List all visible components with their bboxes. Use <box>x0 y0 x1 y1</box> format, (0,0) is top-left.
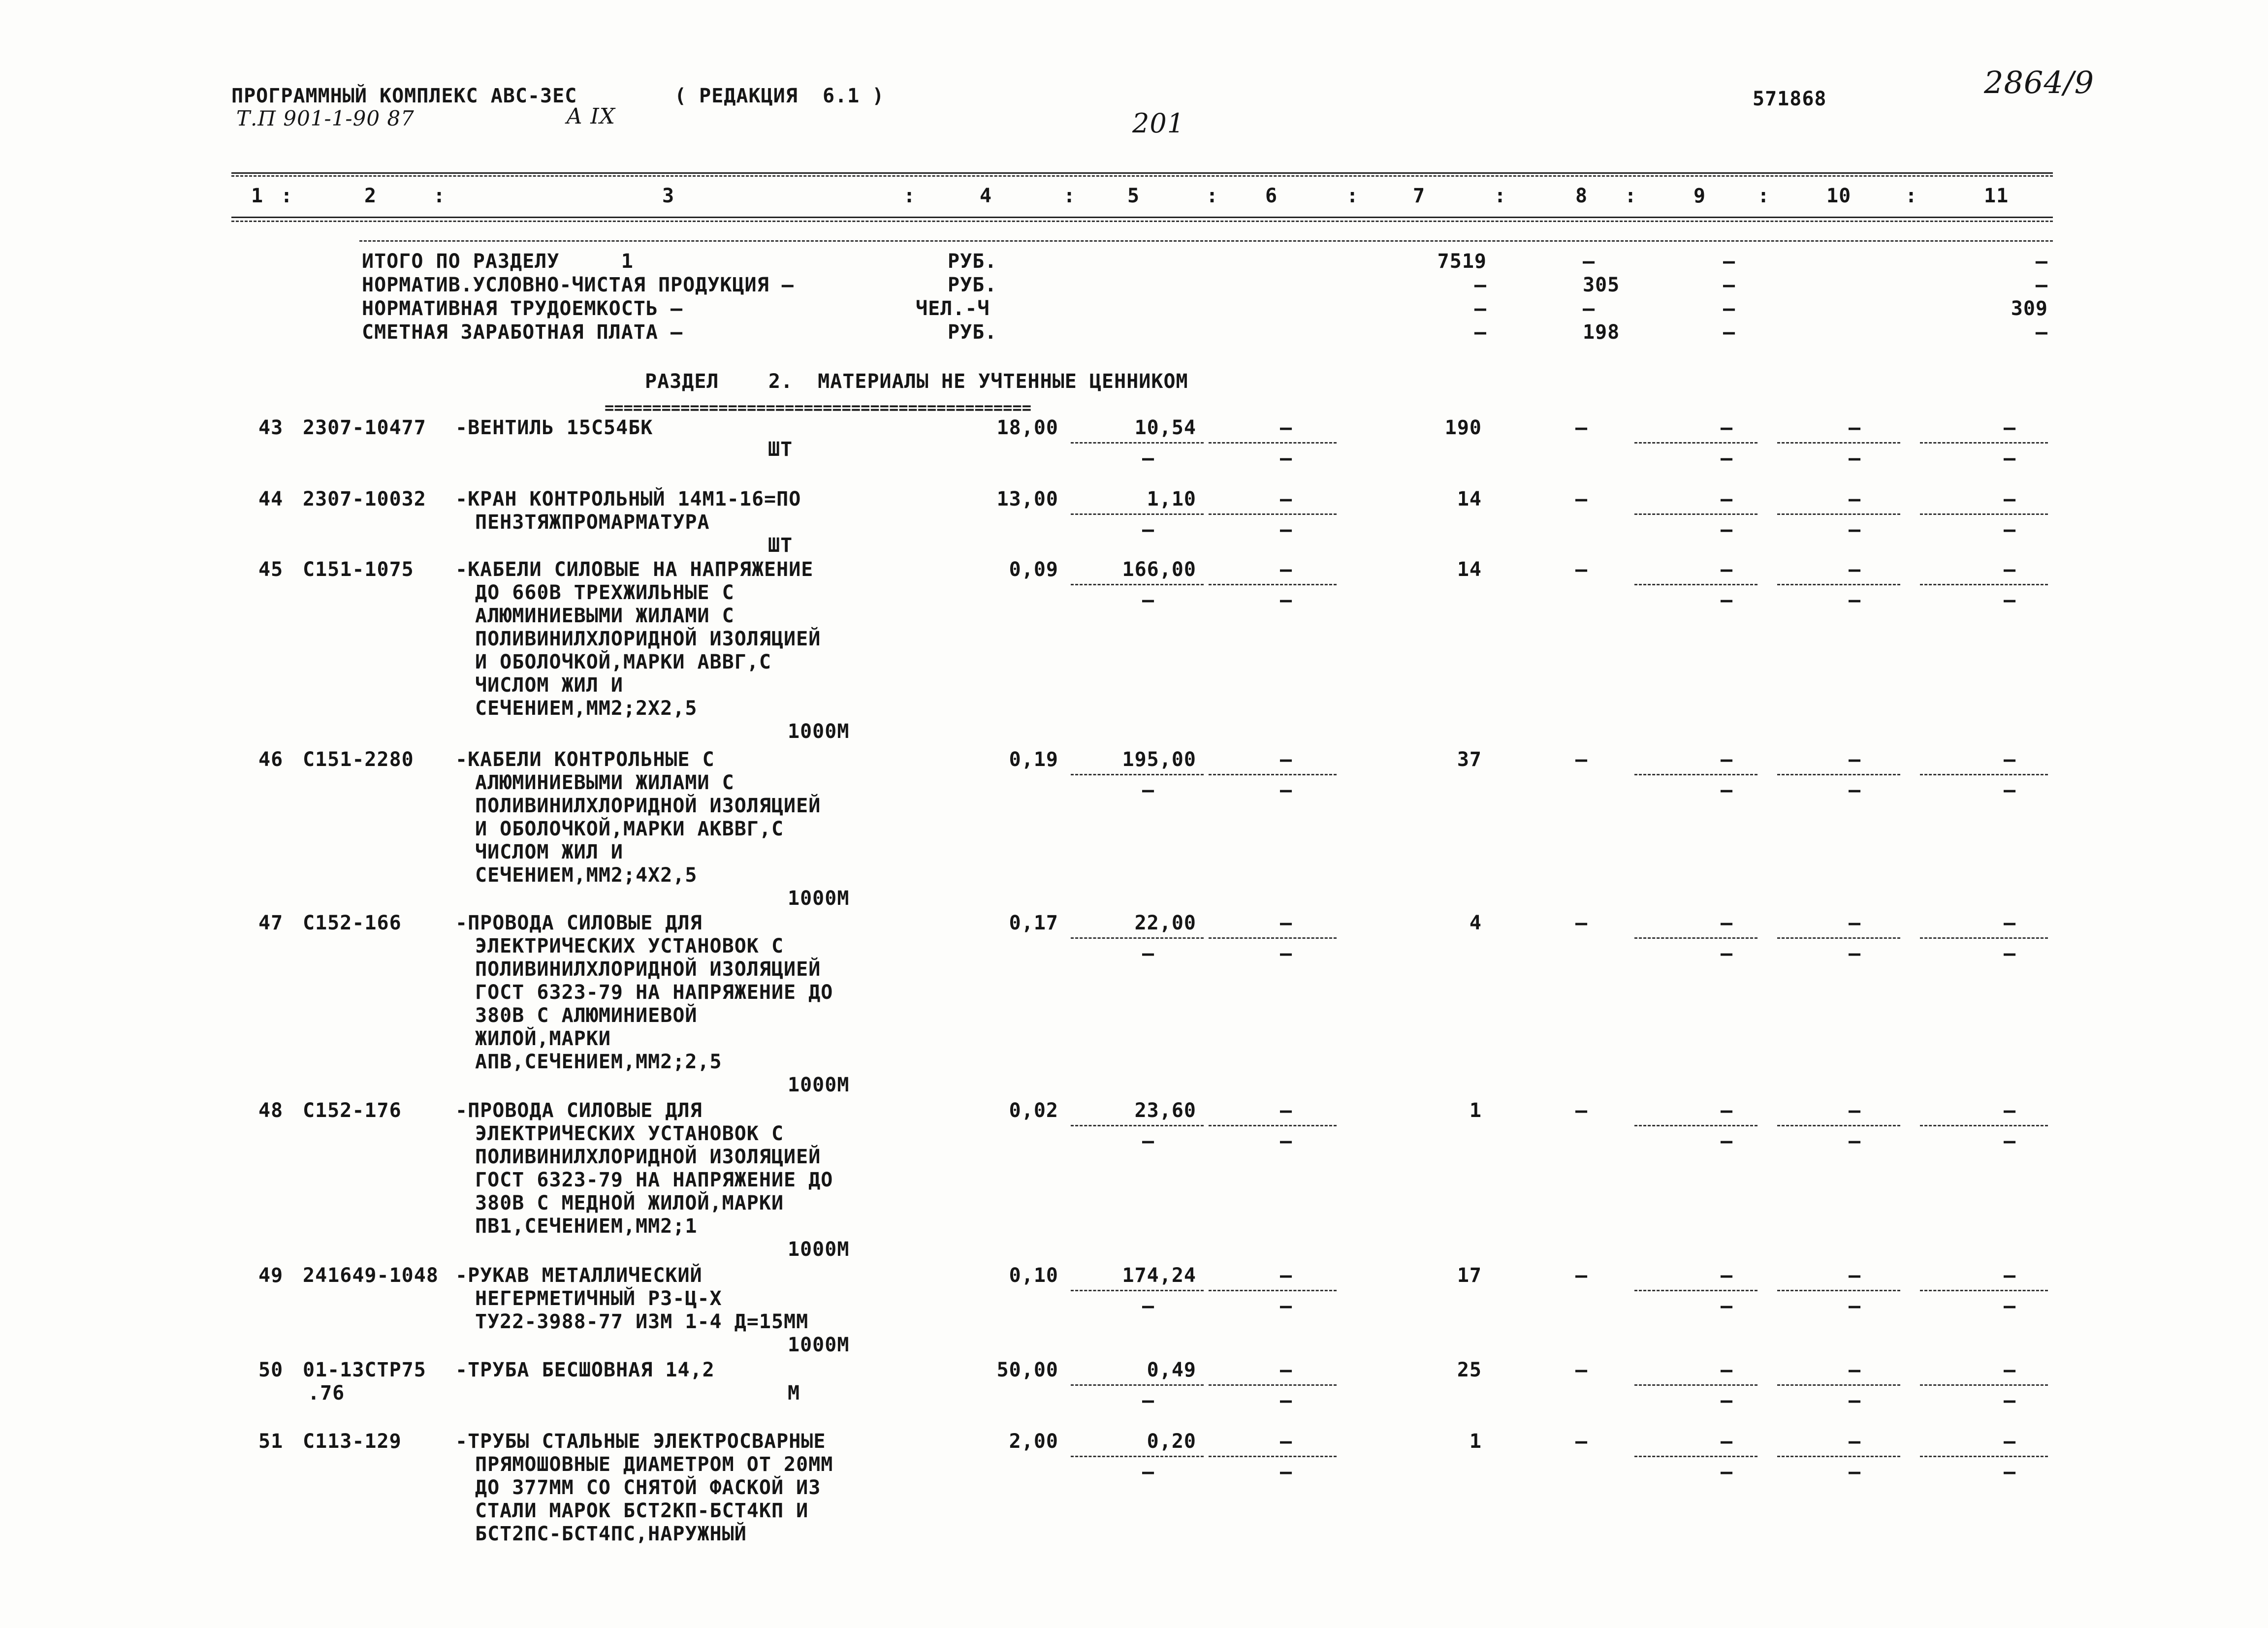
row-price: 10,54 <box>1134 416 1196 439</box>
row-underline-right <box>1634 513 1757 515</box>
row-subdash: – <box>1721 1130 1733 1152</box>
row-description: ЭЛЕКТРИЧЕСКИХ УСТАНОВОК С <box>475 935 784 958</box>
row-subdash: – <box>2004 589 2016 611</box>
column-separator: : <box>1206 185 1219 207</box>
row-col7: 14 <box>1457 558 1482 581</box>
column-separator: : <box>1346 185 1359 207</box>
column-separator: : <box>1063 185 1076 207</box>
row-code: С152-176 <box>303 1099 402 1122</box>
row-subdash: – <box>1849 1389 1861 1412</box>
summary-col8: 198 <box>1583 321 1620 344</box>
row-underline <box>1071 442 1204 444</box>
row-description: -КРАН КОНТРОЛЬНЫЙ 14М1-16=ПО <box>455 488 801 511</box>
program-title: ПРОГРАММНЫЙ КОМПЛЕКС АВС-3ЕС <box>231 85 577 107</box>
row-description: -ТРУБЫ СТАЛЬНЫЕ ЭЛЕКТРОСВАРНЫЕ <box>455 1430 826 1453</box>
row-underline-right <box>1777 937 1900 939</box>
row-col9: – <box>1721 558 1733 581</box>
row-description: ТУ22-3988-77 ИЗМ 1-4 Д=15ММ <box>475 1310 809 1333</box>
row-subdash: – <box>1280 518 1293 541</box>
row-price: 166,00 <box>1122 558 1196 581</box>
row-description: СТАЛИ МАРОК БСТ2КП-БСТ4КП И <box>475 1500 809 1522</box>
summary-col9: – <box>1723 250 1736 273</box>
row-description: -ПРОВОДА СИЛОВЫЕ ДЛЯ <box>455 1099 703 1122</box>
row-col6: – <box>1280 488 1293 511</box>
summary-label: ИТОГО ПО РАЗДЕЛУ 1 <box>362 250 634 273</box>
row-col7: 1 <box>1469 1430 1482 1453</box>
row-number: 51 <box>258 1430 284 1453</box>
row-price: 0,49 <box>1147 1359 1196 1381</box>
row-underline <box>1071 1125 1204 1126</box>
row-col10: – <box>1849 1099 1861 1122</box>
row-col11: – <box>2004 1264 2016 1287</box>
edition: ( РЕДАКЦИЯ 6.1 ) <box>674 85 885 107</box>
row-code: С151-1075 <box>303 558 414 581</box>
row-underline-right <box>1634 442 1757 444</box>
row-col11: – <box>2004 1359 2016 1381</box>
row-subdash: – <box>1721 518 1733 541</box>
row-col7: 17 <box>1457 1264 1482 1287</box>
row-col9: – <box>1721 1430 1733 1453</box>
row-underline-right <box>1777 1384 1900 1386</box>
row-subdash: – <box>1142 1130 1155 1152</box>
summary-col7: – <box>1474 297 1487 320</box>
row-number: 49 <box>258 1264 284 1287</box>
row-description: -ПРОВОДА СИЛОВЫЕ ДЛЯ <box>455 912 703 934</box>
row-underline-right <box>1777 1290 1900 1291</box>
row-subdash: – <box>1721 447 1733 470</box>
row-code-cont: .76 <box>308 1382 345 1405</box>
row-col7: 4 <box>1469 912 1482 934</box>
row-number: 44 <box>258 488 284 511</box>
summary-col11: – <box>2035 250 2048 273</box>
row-code: 01-13СТР75 <box>303 1359 426 1381</box>
handwritten-page-number: 201 <box>1132 108 1185 139</box>
row-underline <box>1209 774 1337 775</box>
row-subdash: – <box>1721 779 1733 801</box>
summary-label: СМЕТНАЯ ЗАРАБОТНАЯ ПЛАТА – <box>362 321 683 344</box>
row-col6: – <box>1280 1430 1293 1453</box>
summary-unit: РУБ. <box>948 250 997 273</box>
row-underline <box>1209 1456 1337 1457</box>
row-col11: – <box>2004 1099 2016 1122</box>
row-quantity: 0,02 <box>1009 1099 1058 1122</box>
column-separator: : <box>1625 185 1637 207</box>
row-description: ПОЛИВИНИЛХЛОРИДНОЙ ИЗОЛЯЦИЕЙ <box>475 628 821 650</box>
summary-col8: – <box>1583 250 1596 273</box>
row-subdash: – <box>1280 1130 1293 1152</box>
row-description: -ВЕНТИЛЬ 15С54БК <box>455 416 653 439</box>
row-description: -ТРУБА БЕСШОВНАЯ 14,2 <box>455 1359 715 1381</box>
row-subdash: – <box>1142 942 1155 965</box>
row-col7: 190 <box>1444 416 1482 439</box>
column-number-4: 4 <box>980 185 992 207</box>
column-separator: : <box>1494 185 1507 207</box>
row-description: ПВ1,СЕЧЕНИЕМ,ММ2;1 <box>475 1215 698 1238</box>
summary-col7: – <box>1474 274 1487 296</box>
row-subdash: – <box>1142 447 1155 470</box>
row-subdash: – <box>1280 1389 1293 1412</box>
summary-unit: ЧЕЛ.-Ч <box>916 297 990 320</box>
row-underline <box>1071 513 1204 515</box>
row-description: 380В С АЛЮМИНИЕВОЙ <box>475 1004 698 1027</box>
row-subdash: – <box>2004 1389 2016 1412</box>
row-col11: – <box>2004 1430 2016 1453</box>
row-description: СЕЧЕНИЕМ,ММ2;2Х2,5 <box>475 697 698 720</box>
row-price: 22,00 <box>1134 912 1196 934</box>
row-unit: 1000М <box>788 1238 850 1261</box>
row-underline-right <box>1920 442 2048 444</box>
column-separator: : <box>1757 185 1770 207</box>
summary-col11: 309 <box>2011 297 2048 320</box>
row-description: АЛЮМИНИЕВЫМИ ЖИЛАМИ С <box>475 771 735 794</box>
row-underline-right <box>1920 1125 2048 1126</box>
row-col10: – <box>1849 488 1861 511</box>
summary-unit: РУБ. <box>948 321 997 344</box>
row-underline-right <box>1634 1125 1757 1126</box>
summary-col8: 305 <box>1583 274 1620 296</box>
row-col11: – <box>2004 488 2016 511</box>
row-code: 2307-10032 <box>303 488 426 511</box>
row-code: С152-166 <box>303 912 402 934</box>
row-subdash: – <box>1280 589 1293 611</box>
row-col9: – <box>1721 912 1733 934</box>
section-title: РАЗДЕЛ 2. МАТЕРИАЛЫ НЕ УЧТЕННЫЕ ЦЕННИКОМ <box>645 370 1188 393</box>
summary-col11: – <box>2035 321 2048 344</box>
row-quantity: 18,00 <box>996 416 1058 439</box>
row-quantity: 0,19 <box>1009 748 1058 771</box>
row-underline-right <box>1777 442 1900 444</box>
row-unit: 1000М <box>788 1074 850 1096</box>
row-underline-right <box>1920 1290 2048 1291</box>
row-col7: 14 <box>1457 488 1482 511</box>
row-subdash: – <box>1849 1461 1861 1483</box>
row-subdash: – <box>1849 447 1861 470</box>
summary-col9: – <box>1723 297 1736 320</box>
row-col11: – <box>2004 748 2016 771</box>
row-underline-right <box>1777 1456 1900 1457</box>
row-code: 241649-1048 <box>303 1264 439 1287</box>
row-number: 50 <box>258 1359 284 1381</box>
row-col7: 1 <box>1469 1099 1482 1122</box>
row-subdash: – <box>1721 942 1733 965</box>
row-underline-right <box>1920 937 2048 939</box>
row-underline-right <box>1634 937 1757 939</box>
row-description: ЧИСЛОМ ЖИЛ И <box>475 841 623 863</box>
handwritten-album: А IX <box>566 104 616 129</box>
column-separator: : <box>1905 185 1918 207</box>
row-subdash: – <box>1280 779 1293 801</box>
row-description: НЕГЕРМЕТИЧНЫЙ РЗ-Ц-Х <box>475 1287 722 1310</box>
row-col10: – <box>1849 912 1861 934</box>
row-col8: – <box>1575 1430 1588 1453</box>
row-subdash: – <box>1849 942 1861 965</box>
row-description: ГОСТ 6323-79 НА НАПРЯЖЕНИЕ ДО <box>475 1169 833 1191</box>
row-unit: 1000М <box>788 887 850 910</box>
header-rule-top-dash <box>231 175 2053 177</box>
row-description: -КАБЕЛИ КОНТРОЛЬНЫЕ С <box>455 748 715 771</box>
row-price: 23,60 <box>1134 1099 1196 1122</box>
row-col6: – <box>1280 1099 1293 1122</box>
row-subdash: – <box>2004 1461 2016 1483</box>
row-price: 195,00 <box>1122 748 1196 771</box>
row-subdash: – <box>2004 779 2016 801</box>
section-underline: ============================================= <box>605 398 1031 417</box>
row-underline <box>1209 1384 1337 1386</box>
summary-col7: – <box>1474 321 1487 344</box>
column-number-2: 2 <box>364 185 377 207</box>
row-number: 43 <box>258 416 284 439</box>
row-underline-right <box>1777 513 1900 515</box>
row-description: И ОБОЛОЧКОЙ,МАРКИ АВВГ,С <box>475 651 771 673</box>
row-col9: – <box>1721 488 1733 511</box>
row-subdash: – <box>1142 1461 1155 1483</box>
row-subdash: – <box>1849 518 1861 541</box>
row-underline <box>1071 1456 1204 1457</box>
row-subdash: – <box>1142 1389 1155 1412</box>
row-col7: 37 <box>1457 748 1482 771</box>
column-number-7: 7 <box>1413 185 1426 207</box>
row-col6: – <box>1280 748 1293 771</box>
row-description: ЧИСЛОМ ЖИЛ И <box>475 674 623 697</box>
row-col9: – <box>1721 748 1733 771</box>
row-description: ПРЯМОШОВНЫЕ ДИАМЕТРОМ ОТ 20ММ <box>475 1453 833 1476</box>
row-col9: – <box>1721 1264 1733 1287</box>
row-col8: – <box>1575 416 1588 439</box>
row-subdash: – <box>1280 447 1293 470</box>
summary-col9: – <box>1723 274 1736 296</box>
column-number-9: 9 <box>1693 185 1706 207</box>
row-subdash: – <box>1849 779 1861 801</box>
row-underline <box>1209 1290 1337 1291</box>
row-quantity: 13,00 <box>996 488 1058 511</box>
column-number-8: 8 <box>1575 185 1588 207</box>
row-underline-right <box>1777 774 1900 775</box>
row-description: ГОСТ 6323-79 НА НАПРЯЖЕНИЕ ДО <box>475 981 833 1004</box>
row-underline <box>1209 442 1337 444</box>
row-subdash: – <box>1849 1295 1861 1317</box>
summary-col9: – <box>1723 321 1736 344</box>
summary-label: НОРМАТИВ.УСЛОВНО-ЧИСТАЯ ПРОДУКЦИЯ – <box>362 274 794 296</box>
header-rule-top <box>231 172 2053 174</box>
column-number-10: 10 <box>1826 185 1852 207</box>
row-quantity: 0,17 <box>1009 912 1058 934</box>
column-number-6: 6 <box>1265 185 1278 207</box>
row-price: 174,24 <box>1122 1264 1196 1287</box>
summary-unit: РУБ. <box>948 274 997 296</box>
summary-col7: 7519 <box>1437 250 1487 273</box>
row-col7: 25 <box>1457 1359 1482 1381</box>
row-col10: – <box>1849 1264 1861 1287</box>
row-unit: 1000М <box>788 1334 850 1356</box>
row-underline-right <box>1920 1384 2048 1386</box>
row-underline-right <box>1920 1456 2048 1457</box>
row-quantity: 0,09 <box>1009 558 1058 581</box>
row-subdash: – <box>1721 1295 1733 1317</box>
row-underline-right <box>1777 1125 1900 1126</box>
row-underline <box>1071 584 1204 585</box>
document-code: 571868 <box>1753 88 1827 110</box>
row-code: С113-129 <box>303 1430 402 1453</box>
row-price: 0,20 <box>1147 1430 1196 1453</box>
row-description: АЛЮМИНИЕВЫМИ ЖИЛАМИ С <box>475 605 735 627</box>
row-subdash: – <box>1849 589 1861 611</box>
row-subdash: – <box>2004 1295 2016 1317</box>
row-description: -РУКАВ МЕТАЛЛИЧЕСКИЙ <box>455 1264 703 1287</box>
row-col9: – <box>1721 1359 1733 1381</box>
handwritten-ref: Т.П 901-1-90 87 <box>236 106 415 130</box>
column-separator: : <box>281 185 293 207</box>
row-col6: – <box>1280 1264 1293 1287</box>
header-rule-bottom-dash <box>231 221 2053 222</box>
row-col10: – <box>1849 416 1861 439</box>
row-underline-right <box>1634 1290 1757 1291</box>
row-description: ПОЛИВИНИЛХЛОРИДНОЙ ИЗОЛЯЦИЕЙ <box>475 795 821 817</box>
row-unit: ШТ <box>768 534 793 557</box>
row-col6: – <box>1280 416 1293 439</box>
row-description: ДО 660В ТРЕХЖИЛЬНЫЕ С <box>475 581 735 604</box>
row-col9: – <box>1721 1099 1733 1122</box>
row-underline <box>1071 1384 1204 1386</box>
row-underline <box>1209 584 1337 585</box>
row-col11: – <box>2004 912 2016 934</box>
row-underline-right <box>1920 584 2048 585</box>
row-subdash: – <box>2004 942 2016 965</box>
row-subdash: – <box>1142 589 1155 611</box>
row-subdash: – <box>2004 447 2016 470</box>
row-col8: – <box>1575 1099 1588 1122</box>
summary-col11: – <box>2035 274 2048 296</box>
row-subdash: – <box>1849 1130 1861 1152</box>
row-number: 46 <box>258 748 284 771</box>
row-col8: – <box>1575 912 1588 934</box>
row-underline <box>1209 937 1337 939</box>
row-number: 48 <box>258 1099 284 1122</box>
summary-col8: – <box>1583 297 1596 320</box>
summary-rule <box>359 240 2053 242</box>
row-description: БСТ2ПС-БСТ4ПС,НАРУЖНЫЙ <box>475 1523 747 1545</box>
row-underline-right <box>1634 1456 1757 1457</box>
row-description: И ОБОЛОЧКОЙ,МАРКИ АКВВГ,С <box>475 818 784 840</box>
row-description: 380В С МЕДНОЙ ЖИЛОЙ,МАРКИ <box>475 1192 784 1214</box>
row-underline-right <box>1634 1384 1757 1386</box>
row-subdash: – <box>1280 942 1293 965</box>
row-underline-right <box>1920 774 2048 775</box>
row-col10: – <box>1849 748 1861 771</box>
row-col8: – <box>1575 748 1588 771</box>
row-unit: М <box>788 1382 800 1405</box>
summary-label: НОРМАТИВНАЯ ТРУДОЕМКОСТЬ – <box>362 297 683 320</box>
row-underline <box>1071 774 1204 775</box>
row-number: 45 <box>258 558 284 581</box>
row-col9: – <box>1721 416 1733 439</box>
row-subdash: – <box>1142 518 1155 541</box>
row-quantity: 50,00 <box>996 1359 1058 1381</box>
row-description: ПОЛИВИНИЛХЛОРИДНОЙ ИЗОЛЯЦИЕЙ <box>475 958 821 981</box>
column-separator: : <box>903 185 916 207</box>
row-description: ПОЛИВИНИЛХЛОРИДНОЙ ИЗОЛЯЦИЕЙ <box>475 1146 821 1168</box>
column-number-3: 3 <box>662 185 675 207</box>
row-unit: ШТ <box>768 438 793 461</box>
row-col8: – <box>1575 1264 1588 1287</box>
row-underline-right <box>1920 513 2048 515</box>
row-description: ЭЛЕКТРИЧЕСКИХ УСТАНОВОК С <box>475 1122 784 1145</box>
row-description: -КАБЕЛИ СИЛОВЫЕ НА НАПРЯЖЕНИЕ <box>455 558 814 581</box>
column-number-5: 5 <box>1127 185 1140 207</box>
row-subdash: – <box>1721 1389 1733 1412</box>
row-col11: – <box>2004 416 2016 439</box>
row-code: 2307-10477 <box>303 416 426 439</box>
row-col6: – <box>1280 558 1293 581</box>
row-col8: – <box>1575 558 1588 581</box>
row-col10: – <box>1849 1359 1861 1381</box>
row-underline <box>1071 937 1204 939</box>
row-underline-right <box>1634 584 1757 585</box>
row-description: АПВ,СЕЧЕНИЕМ,ММ2;2,5 <box>475 1051 722 1073</box>
row-col6: – <box>1280 912 1293 934</box>
row-subdash: – <box>1280 1461 1293 1483</box>
row-col10: – <box>1849 1430 1861 1453</box>
row-underline <box>1071 1290 1204 1291</box>
row-col8: – <box>1575 488 1588 511</box>
header-rule-bottom <box>231 217 2053 218</box>
row-underline <box>1209 1125 1337 1126</box>
row-subdash: – <box>2004 518 2016 541</box>
row-subdash: – <box>1721 1461 1733 1483</box>
handwritten-sheet-number: 2864/9 <box>1984 64 2095 100</box>
row-col6: – <box>1280 1359 1293 1381</box>
row-underline-right <box>1777 584 1900 585</box>
row-description: ЖИЛОЙ,МАРКИ <box>475 1027 611 1050</box>
row-underline <box>1209 513 1337 515</box>
row-description: СЕЧЕНИЕМ,ММ2;4Х2,5 <box>475 864 698 887</box>
row-code: С151-2280 <box>303 748 414 771</box>
row-col10: – <box>1849 558 1861 581</box>
row-subdash: – <box>2004 1130 2016 1152</box>
column-number-11: 11 <box>1984 185 2009 207</box>
row-price: 1,10 <box>1147 488 1196 511</box>
row-description: ДО 377ММ СО СНЯТОЙ ФАСКОЙ ИЗ <box>475 1476 821 1499</box>
row-subdash: – <box>1142 779 1155 801</box>
row-description: ПЕНЗТЯЖПРОМАРМАТУРА <box>475 511 710 534</box>
row-subdash: – <box>1280 1295 1293 1317</box>
column-number-1: 1 <box>251 185 264 207</box>
row-subdash: – <box>1142 1295 1155 1317</box>
row-number: 47 <box>258 912 284 934</box>
row-col8: – <box>1575 1359 1588 1381</box>
row-quantity: 0,10 <box>1009 1264 1058 1287</box>
row-unit: 1000М <box>788 720 850 743</box>
row-underline-right <box>1634 774 1757 775</box>
row-quantity: 2,00 <box>1009 1430 1058 1453</box>
row-subdash: – <box>1721 589 1733 611</box>
row-col11: – <box>2004 558 2016 581</box>
column-separator: : <box>433 185 446 207</box>
